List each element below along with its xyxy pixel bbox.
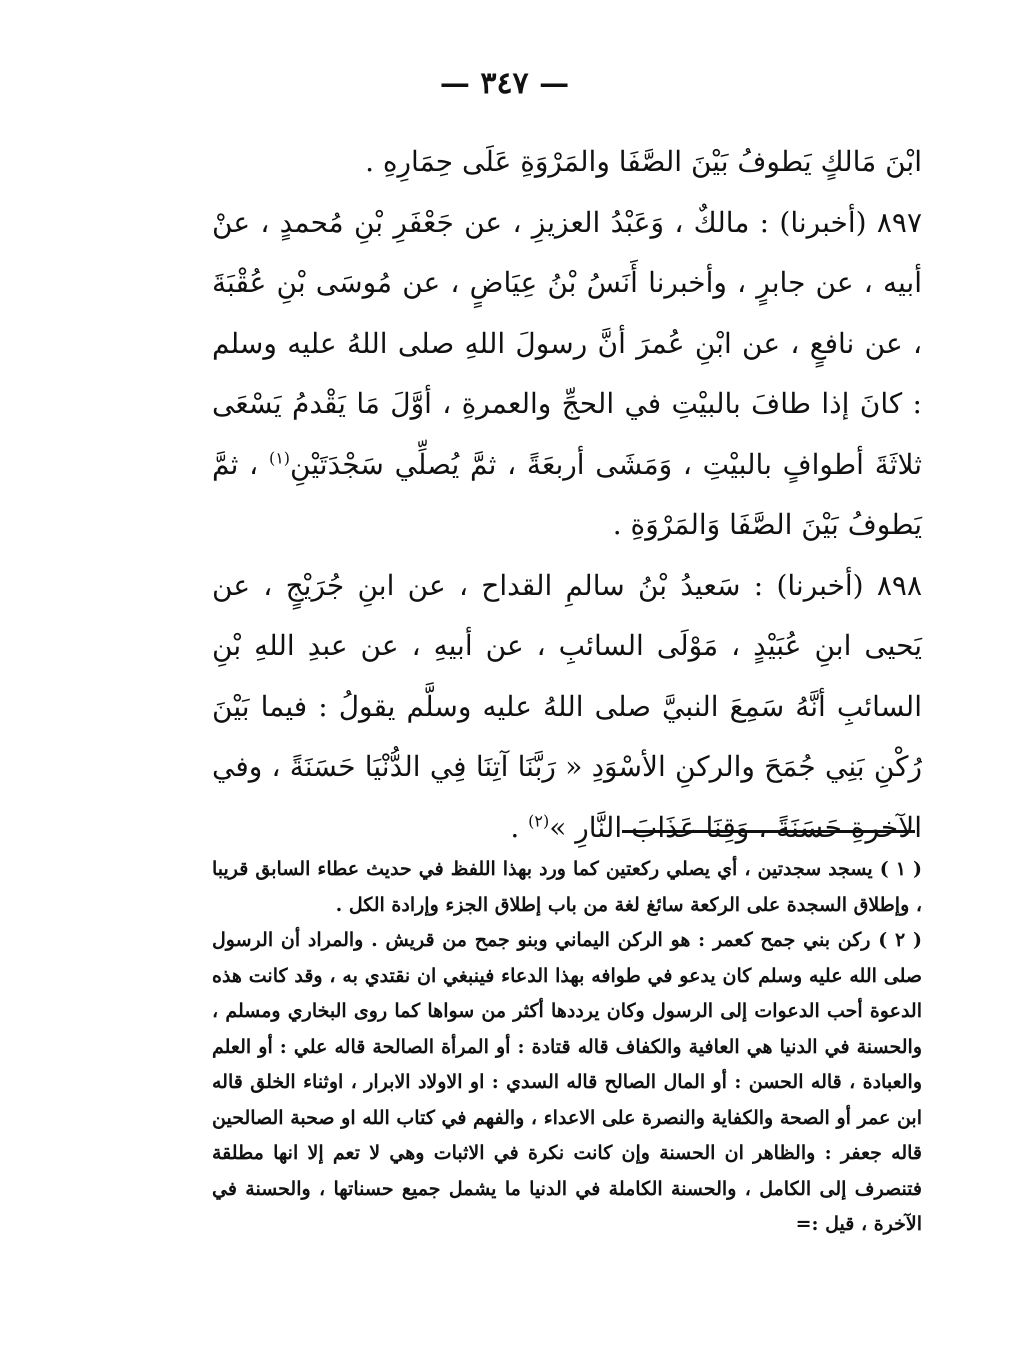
footnote-ref-1: (١)	[268, 448, 291, 468]
main-text	[212, 132, 922, 858]
paragraph-tail: .	[510, 810, 529, 844]
paragraph-text: ٨٩٧ (أخبرنا) : مالكٌ ، وَعَبْدُ العزيزِ ، عن جَعْفَرِ بْنِ مُحمدٍ ، عنْ أبيه ، عن جابرٍ ، وأخبرنا أَنَسُ بْنُ عِيَاضٍ ، عن مُوسَى بْنِ عُقْبَةَ ، عن نافعٍ ، عن ابْنِ عُمرَ أنَّ رسولَ اللهِ صلى اللهُ عليه وسلم : كانَ إذا طافَ بالبيْتِ في الحجِّ والعمرةِ ، أوَّلَ مَا يَقْدمُ يَسْعَى ثلاثَةَ أطوافٍ بالبيْتِ ، وَمَشَى أربعَةً ، ثمَّ يُصلِّي سَجْدَتَيْنِ	[212, 205, 923, 481]
paragraph-text: ابْنَ مَالكٍ يَطوفُ بَيْنَ الصَّفَا والمَرْوَةِ عَلَى حِمَارِهِ .	[365, 145, 922, 178]
footnote-divider	[622, 830, 915, 833]
paragraph-tail: ، ثمَّ يَطوفُ بَيْنَ الصَّفَا وَالمَرْوَةِ .	[212, 447, 922, 541]
page-number: — ٣٤٧ —	[439, 66, 570, 101]
paragraph-continuation	[212, 132, 922, 193]
footnote-ref-2: (٢)	[528, 811, 550, 831]
footnotes	[212, 852, 922, 1243]
footnote-1: ( ١ ) يسجد سجدتين ، أي يصلي ركعتين كما ورد بهذا اللفظ في حديث عطاء السابق قريبا ، وإطلاق السجدة على الركعة سائغ لغة من باب إطلاق الجزء وإرادة الكل .	[212, 858, 922, 916]
hadith-898	[212, 556, 922, 859]
footnote-2: ( ٢ ) ركن بني جمح كعمر : هو الركن اليماني وبنو جمح من قريش . والمراد أن الرسول صلى الله عليه وسلم كان يدعو في طوافه بهذا الدعاء فينبغي ان نقتدي به ، وقد كانت هذه الدعوة أحب الدعوات إلى الرسول وكان يرددها أكثر من سواها كما روى البخاري ومسلم ، والحسنة في الدنيا هي العافية والكفاف قاله قتادة : أو المرأة الصالحة قاله علي : أو العلم والعبادة ، قاله الحسن : أو المال الصالح قاله السدي : او الاولاد الابرار ، اوثناء الخلق قاله ابن عمر أو الصحة والكفاية والنصرة على الاعداء ، والفهم في كتاب الله او صحبة الصالحين قاله جعفر : والظاهر ان الحسنة وإن كانت نكرة في الاثبات وهي لا تعم إلا انها مطلقة فتنصرف إلى الكامل ، والحسنة الكاملة في الدنيا ما يشمل جميع حسناتها ، والحسنة في الآخرة ، قيل :=	[212, 929, 922, 1235]
hadith-897	[212, 193, 922, 556]
paragraph-text: ٨٩٨ (أخبرنا) : سَعيدُ بْنُ سالمِ القداح ، عن ابنِ جُرَيْجٍ ، عن يَحيى ابنِ عُبَيْدٍ ، مَوْلَى السائبِ ، عن أبيهِ ، عن عبدِ اللهِ بْنِ السائبِ أنَّهُ سَمِعَ النبيَّ صلى اللهُ عليه وسلَّم يقولُ : فيما بَيْنَ رُكْنِ بَنِي جُمَحَ والركنِ الأسْوَدِ « رَبَّنَا آتِنَا فِي الدُّنْيَا حَسَنَةً ، وفي الآخرةِ حَسَنَةً ، وَقِنَا عَذَابَ النَّارِ »	[212, 568, 922, 844]
